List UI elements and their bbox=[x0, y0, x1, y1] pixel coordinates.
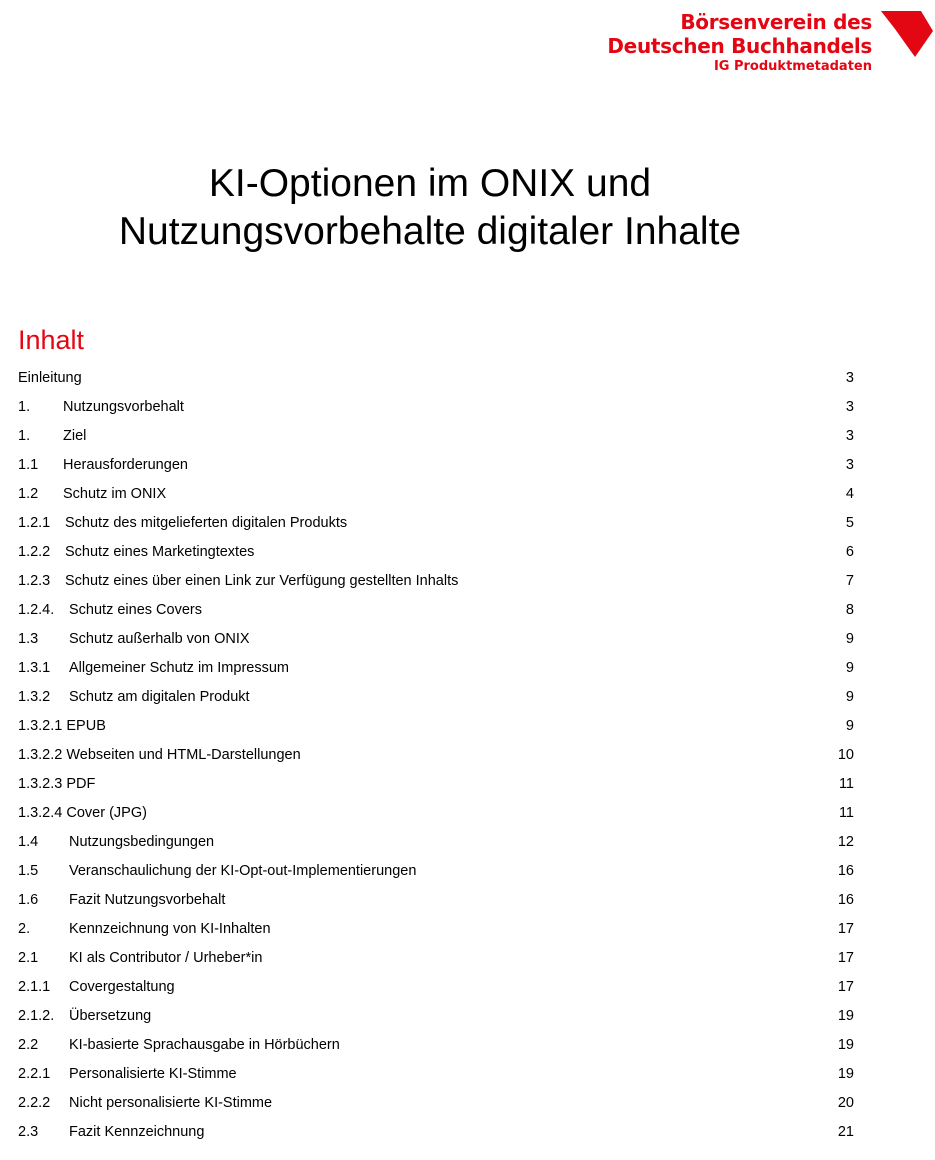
toc-entry-title: Übersetzung bbox=[69, 1008, 152, 1024]
toc-entry-page: 3 bbox=[845, 399, 854, 415]
toc-entry-page: 9 bbox=[845, 660, 854, 676]
toc-entry[interactable] bbox=[18, 857, 854, 886]
toc-entry[interactable] bbox=[18, 596, 854, 625]
toc-entry[interactable] bbox=[18, 1002, 854, 1031]
toc-entry[interactable] bbox=[18, 538, 854, 567]
toc-entry-title: Schutz des mitgelieferten digitalen Produkts bbox=[65, 515, 348, 531]
toc-entry-number: 1.1 bbox=[18, 457, 39, 473]
toc-entry-page: 9 bbox=[845, 631, 854, 647]
toc-entry[interactable] bbox=[18, 973, 854, 1002]
toc-entry-title: Schutz am digitalen Produkt bbox=[69, 689, 250, 705]
toc-entry-title: KI-basierte Sprachausgabe in Hörbüchern bbox=[69, 1037, 340, 1053]
toc-entry-number: 2.1.2. bbox=[18, 1008, 55, 1024]
toc-entry[interactable] bbox=[18, 741, 854, 770]
toc-entry-title: Kennzeichnung von KI-Inhalten bbox=[69, 921, 271, 937]
logo-line-3: IG Produktmetadaten bbox=[713, 59, 872, 74]
toc-entry-page: 3 bbox=[845, 428, 854, 444]
publisher-logo bbox=[600, 10, 935, 82]
toc-entry-number: 1.2.1 bbox=[18, 515, 51, 531]
toc-entry-number: 1. bbox=[18, 399, 31, 415]
toc-entry-number: 1.2 bbox=[18, 486, 39, 502]
document-title bbox=[0, 160, 860, 256]
toc-entry[interactable] bbox=[18, 625, 854, 654]
toc-entry-page: 11 bbox=[838, 805, 854, 821]
logo-mark-icon bbox=[881, 11, 933, 57]
logo-wordmark bbox=[607, 10, 872, 76]
toc-entry-page: 19 bbox=[837, 1037, 854, 1053]
toc-entry-number: 2. bbox=[18, 921, 31, 937]
toc-entry[interactable] bbox=[18, 770, 854, 799]
toc-entry-page: 9 bbox=[845, 718, 854, 734]
table-of-contents bbox=[18, 364, 854, 1147]
toc-entry-title: Covergestaltung bbox=[69, 979, 175, 995]
toc-entry[interactable] bbox=[18, 509, 854, 538]
toc-entry[interactable] bbox=[18, 1089, 854, 1118]
toc-entry-page: 11 bbox=[838, 776, 854, 792]
toc-entry[interactable] bbox=[18, 683, 854, 712]
toc-entry[interactable] bbox=[18, 567, 854, 596]
toc-entry[interactable] bbox=[18, 915, 854, 944]
toc-entry-title: Fazit Kennzeichnung bbox=[69, 1124, 205, 1140]
toc-entry-title: Schutz im ONIX bbox=[63, 486, 167, 502]
toc-entry-page: 6 bbox=[845, 544, 854, 560]
toc-entry-title: Einleitung bbox=[18, 370, 82, 386]
toc-entry-page: 16 bbox=[837, 863, 854, 879]
toc-entry-number: 1.3.2.2 bbox=[18, 747, 63, 763]
toc-entry-number: 1.5 bbox=[18, 863, 39, 879]
toc-entry-page: 17 bbox=[837, 921, 854, 937]
toc-entry[interactable] bbox=[18, 654, 854, 683]
toc-entry-title bbox=[18, 770, 95, 799]
toc-entry-number: 1. bbox=[18, 428, 31, 444]
toc-entry-number: 1.3.2.3 bbox=[18, 776, 63, 792]
toc-entry[interactable] bbox=[18, 422, 854, 451]
toc-entry[interactable] bbox=[18, 828, 854, 857]
toc-entry-title: Personalisierte KI-Stimme bbox=[69, 1066, 237, 1082]
logo-line-1: Börsenverein des bbox=[680, 10, 872, 34]
toc-entry-page: 3 bbox=[845, 370, 854, 386]
toc-entry-title: Veranschaulichung der KI-Opt-out-Implementierungen bbox=[69, 863, 417, 879]
toc-entry-title-text: Webseiten und HTML-Darstellungen bbox=[66, 747, 301, 763]
toc-entry-title: Nicht personalisierte KI-Stimme bbox=[69, 1095, 273, 1111]
toc-entry-title: Schutz außerhalb von ONIX bbox=[69, 631, 250, 647]
toc-entry[interactable] bbox=[18, 886, 854, 915]
toc-entry-page: 8 bbox=[845, 602, 854, 618]
toc-entry-title-text: Cover (JPG) bbox=[66, 805, 147, 821]
toc-entry-title-text: PDF bbox=[66, 776, 96, 792]
toc-entry-number: 2.3 bbox=[18, 1124, 39, 1140]
toc-entry[interactable] bbox=[18, 1031, 854, 1060]
toc-entry-page: 9 bbox=[845, 689, 854, 705]
toc-entry-page: 7 bbox=[845, 573, 854, 589]
toc-entry-title bbox=[18, 712, 106, 741]
toc-entry[interactable] bbox=[18, 451, 854, 480]
toc-entry-page: 4 bbox=[845, 486, 854, 502]
toc-entry-title: Allgemeiner Schutz im Impressum bbox=[69, 660, 289, 676]
toc-entry-title: Fazit Nutzungsvorbehalt bbox=[69, 892, 226, 908]
toc-entry[interactable] bbox=[18, 364, 854, 393]
toc-entry-number: 1.3.1 bbox=[18, 660, 51, 676]
toc-entry-number: 2.2 bbox=[18, 1037, 39, 1053]
toc-entry[interactable] bbox=[18, 1118, 854, 1147]
toc-entry-number: 1.3.2 bbox=[18, 689, 51, 705]
toc-entry-page: 20 bbox=[837, 1095, 854, 1111]
toc-entry-page: 19 bbox=[837, 1008, 854, 1024]
toc-entry-number: 2.1.1 bbox=[18, 979, 51, 995]
toc-entry-title: KI als Contributor / Urheber*in bbox=[69, 950, 263, 966]
toc-entry-number: 1.3.2.1 bbox=[18, 718, 63, 734]
toc-entry-title: Ziel bbox=[63, 428, 87, 444]
toc-entry-page: 5 bbox=[845, 515, 854, 531]
toc-entry-number: 1.6 bbox=[18, 892, 39, 908]
toc-entry-title: Schutz eines über einen Link zur Verfügung gestellten Inhalts bbox=[65, 573, 459, 589]
toc-entry-page: 17 bbox=[837, 979, 854, 995]
toc-entry[interactable] bbox=[18, 393, 854, 422]
toc-entry-page: 10 bbox=[837, 747, 854, 763]
document-title-line-1: KI-Optionen im ONIX und bbox=[208, 162, 652, 205]
toc-heading: Inhalt bbox=[18, 325, 85, 355]
toc-entry-title: Nutzungsbedingungen bbox=[69, 834, 215, 850]
toc-entry-number: 2.2.2 bbox=[18, 1095, 51, 1111]
toc-entry-title: Schutz eines Covers bbox=[69, 602, 202, 618]
toc-entry-title: Herausforderungen bbox=[63, 457, 188, 473]
toc-entry-title-text: EPUB bbox=[66, 718, 106, 734]
toc-entry[interactable] bbox=[18, 944, 854, 973]
toc-entry-page: 21 bbox=[837, 1124, 854, 1140]
toc-entry[interactable] bbox=[18, 1060, 854, 1089]
toc-entry-title bbox=[18, 741, 301, 770]
toc-entry-page: 19 bbox=[837, 1066, 854, 1082]
toc-entry[interactable] bbox=[18, 712, 854, 741]
document-title-line-2: Nutzungsvorbehalte digitaler Inhalte bbox=[118, 210, 742, 253]
toc-entry-number: 2.2.1 bbox=[18, 1066, 51, 1082]
toc-entry-page: 12 bbox=[837, 834, 854, 850]
toc-entry-number: 1.2.4. bbox=[18, 602, 55, 618]
toc-entry-number: 1.2.3 bbox=[18, 573, 51, 589]
toc-entry[interactable] bbox=[18, 799, 854, 828]
toc-entry-number: 1.3.2.4 bbox=[18, 805, 63, 821]
toc-entry-title bbox=[18, 799, 147, 828]
toc-entry-page: 17 bbox=[837, 950, 854, 966]
toc-entry-number: 1.4 bbox=[18, 834, 39, 850]
toc-entry-number: 2.1 bbox=[18, 950, 39, 966]
toc-entry[interactable] bbox=[18, 480, 854, 509]
toc-entry-title: Schutz eines Marketingtextes bbox=[65, 544, 255, 560]
toc-entry-number: 1.3 bbox=[18, 631, 39, 647]
toc-entry-number: 1.2.2 bbox=[18, 544, 51, 560]
toc-entry-page: 3 bbox=[845, 457, 854, 473]
toc-entry-title: Nutzungsvorbehalt bbox=[63, 399, 184, 415]
toc-entry-page: 16 bbox=[837, 892, 854, 908]
logo-line-2: Deutschen Buchhandels bbox=[607, 34, 872, 58]
